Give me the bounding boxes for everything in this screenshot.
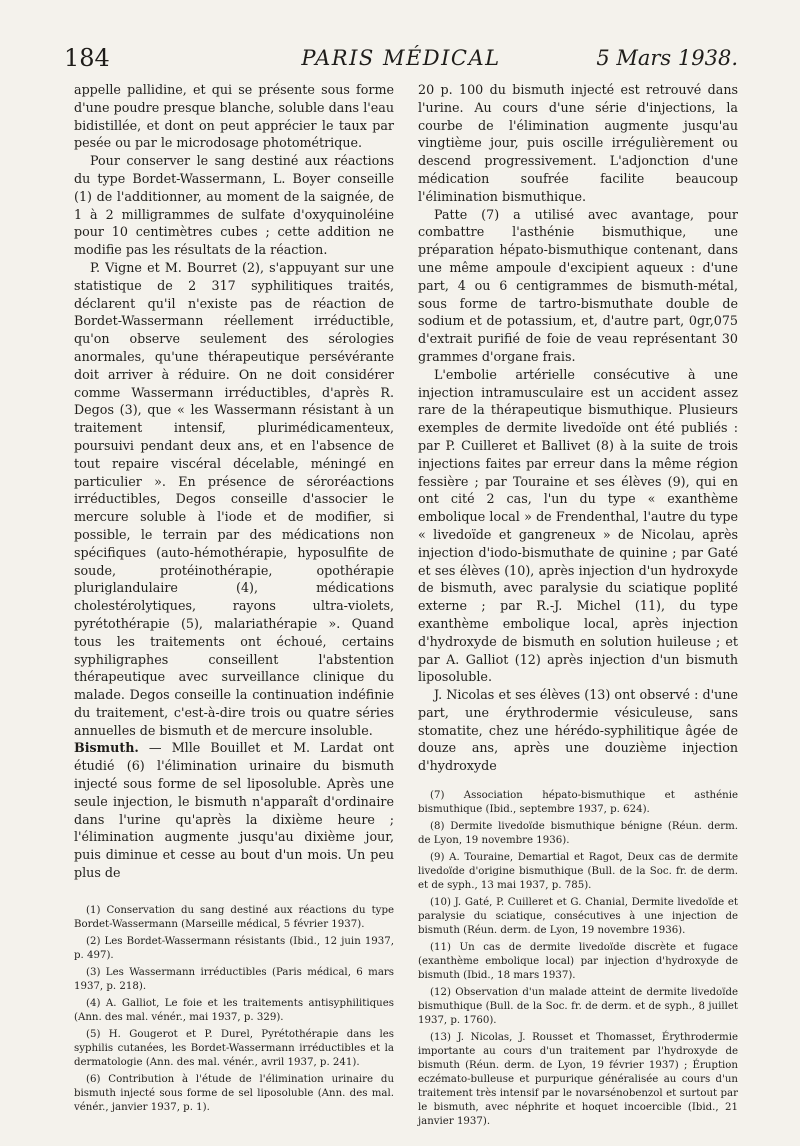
section-heading: Bismuth.: [74, 740, 139, 756]
paragraph: Patte (7) a utilisé avec avantage, pour combattre l'asthénie bismuthique, une préparation hépato-bismuthique contenant, dans une même ampoule d'excipient aqueux : d'une part, 4 ou 6 centigrammes de bismuth-métal, sous forme de tartro-bismuthate double de sodium et de potassium, et, d'autre part, 0gr,075 d'extrait purifié de foie de veau représentant 30 grammes d'organe frais.: [418, 206, 738, 364]
journal-title: PARIS MÉDICAL: [301, 46, 501, 70]
footnote: (3) Les Wassermann irréductibles (Paris médical, 6 mars 1937, p. 218).: [74, 966, 394, 992]
footnote: (1) Conservation du sang destiné aux réactions du type Bordet-Wassermann (Marseille médical, 5 février 1937).: [74, 904, 394, 930]
bismuth-section: [74, 739, 394, 881]
right-body: [418, 81, 738, 775]
footnote: (9) A. Touraine, Demartial et Ragot, Deux cas de dermite livedoïde d'origine bismuthique (Bull. de la Soc. fr. de derm. et de syph., 13 mai 1937, p. 785).: [418, 852, 738, 892]
left-footnotes: [74, 904, 394, 1115]
footnote: (6) Contribution à l'étude de l'élimination urinaire du bismuth injecté sous forme de sel liposoluble (Ann. des mal. vénér., janvier 1937, p. 1).: [74, 1073, 394, 1113]
footnote: (12) Observation d'un malade atteint de dermite livedoïde bismuthique (Bull. de la Soc. fr. de derm. et de syph., 8 juillet 1937, p. 1760).: [418, 987, 738, 1027]
footnote: (13) J. Nicolas, J. Rousset et Thomasset, Érythrodermie importante au cours d'un traitement par l'hydroxyde de bismuth (Réun. derm. de Lyon, 19 février 1937) ; Éruption eczémato-bulleuse et purpurique généralisée au cours d'un traitement très intensif par le novarsénobenzol et surtout par le bismuth, avec néphrite et hoquet incoercible (Ibid., 21 janvier 1937).: [418, 1032, 738, 1128]
paragraph: 20 p. 100 du bismuth injecté est retrouvé dans l'urine. Au cours d'une série d'injections, la courbe de l'élimination augmente jusqu'au vingtième jour, puis oscille irrégulièrement ou descend progressivement. L'adjonction d'une médication soufrée facilite beaucoup l'élimination bismuthique.: [418, 82, 738, 204]
paragraph: P. Vigne et M. Bourret (2), s'appuyant sur une statistique de 2 317 syphilitiques traités, déclarent qu'il n'existe pas de réaction de Bordet-Wassermann réellement irréductible, qu'on observe seulement des sérologies anormales, qu'une thérapeutique persévérante doit arriver à réduire. On ne doit considérer comme Wassermann irréductibles, d'après R. Degos (3), que « les Wassermann résistant à un traitement intensif, plurimédicamenteux, poursuivi pendant deux ans, et en l'absence de tout repaire viscéral décelable, méningé en particulier ». En présence de séroréactions irréductibles, Degos conseille d'associer le mercure soluble à l'iode et de modifier, si possible, le terrain par des médications non spécifiques (auto-hémothérapie, hyposulfite de soude, protéinothérapie, opothérapie pluriglandulaire (4), médications cholestérolytiques, rayons ultra-violets, pyrétothérapie (5), malariathérapie ». Quand tous les traitements ont échoué, certains syphiligraphes conseillent l'abstention thérapeutique avec surveillance clinique du malade. Degos conseille la continuation indéfinie du traitement, c'est-à-dire trois ou quatre séries annuelles de bismuth et de mercure insoluble.: [74, 259, 394, 738]
left-column: [74, 81, 394, 1118]
left-body: [74, 81, 394, 882]
paragraph: appelle pallidine, et qui se présente sous forme d'une poudre presque blanche, soluble dans l'eau bidistillée, et dont on peut apprécier le taux par pesée ou par le microdosage photométrique.: [74, 82, 394, 151]
footnote: (4) A. Galliot, Le foie et les traitements antisyphilitiques (Ann. des mal. vénér., mai 1937, p. 329).: [74, 997, 394, 1023]
paragraph: Pour conserver le sang destiné aux réactions du type Bordet-Wassermann, L. Boyer conseille (1) de l'additionner, au moment de la saignée, de 1 à 2 milligrammes de sulfate d'oxyquinoléine pour 10 centimètres cubes ; cette addition ne modifie pas les résultats de la réaction.: [74, 153, 394, 258]
right-column: [418, 81, 738, 1132]
paragraph: L'embolie artérielle consécutive à une injection intramusculaire est un accident assez rare de la thérapeutique bismuthique. Plusieurs exemples de dermite livedoïde ont été publiés : par P. Cuilleret et Ballivet (8) à la suite de trois injections faites par erreur dans la même région fessière ; par Touraine et ses élèves (9), qui en ont cité 2 cas, l'un du type « exanthème embolique local » de Frendenthal, l'autre du type « livedoïde et gangreneux » de Nicolau, après injection d'iodo-bismuthate de quinine ; par Gaté et ses élèves (10), après injection d'un hydroxyde de bismuth, avec paralysie du sciatique poplité externe ; par R.-J. Michel (11), du type exanthème embolique local, après injection d'hydroxyde de bismuth en solution huileuse ; et par A. Galliot (12) après injection d'un bismuth liposoluble.: [418, 366, 738, 685]
paragraph: J. Nicolas et ses élèves (13) ont observé : d'une part, une érythrodermie vésiculeuse, sans stomatite, chez une hérédo-syphilitique âgée de douze ans, après une douzième injection d'hydroxyde: [418, 687, 738, 774]
footnote: (5) H. Gougerot et P. Durel, Pyrétothérapie dans les syphilis cutanées, les Bordet-Wassermann irréductibles et la dermatologie (Ann. des mal. vénér., avril 1937, p. 241).: [74, 1028, 394, 1068]
right-footnotes: [418, 789, 738, 1129]
footnote: (10) J. Gaté, P. Cuilleret et G. Chanial, Dermite livedoïde et paralysie du sciatique, consécutives à une injection de bismuth (Réun. derm. de Lyon, 19 novembre 1936).: [418, 897, 738, 937]
footnote: (2) Les Bordet-Wassermann résistants (Ibid., 12 juin 1937, p. 497).: [74, 935, 394, 961]
issue-date: 5 Mars 1938.: [596, 46, 738, 70]
page-header: [64, 44, 738, 76]
footnote: (7) Association hépato-bismuthique et asthénie bismuthique (Ibid., septembre 1937, p. 624).: [418, 790, 738, 816]
page-number: 184: [64, 44, 110, 72]
footnote: (11) Un cas de dermite livedoïde discrète et fugace (exanthème embolique local) par injection d'hydroxyde de bismuth (Ibid., 18 mars 1937).: [418, 942, 738, 982]
section-text: — Mlle Bouillet et M. Lardat ont étudié (6) l'élimination urinaire du bismuth injecté sous forme de sel liposoluble. Après une seule injection, le bismuth n'apparaît d'ordinaire dans l'urine qu'après la dixième heure ; l'élimination augmente jusqu'au dixième jour, puis diminue et cesse au bout d'un mois. Un peu plus de: [74, 740, 394, 881]
footnote: (8) Dermite livedoïde bismuthique bénigne (Réun. derm. de Lyon, 19 novembre 1936).: [418, 821, 738, 847]
